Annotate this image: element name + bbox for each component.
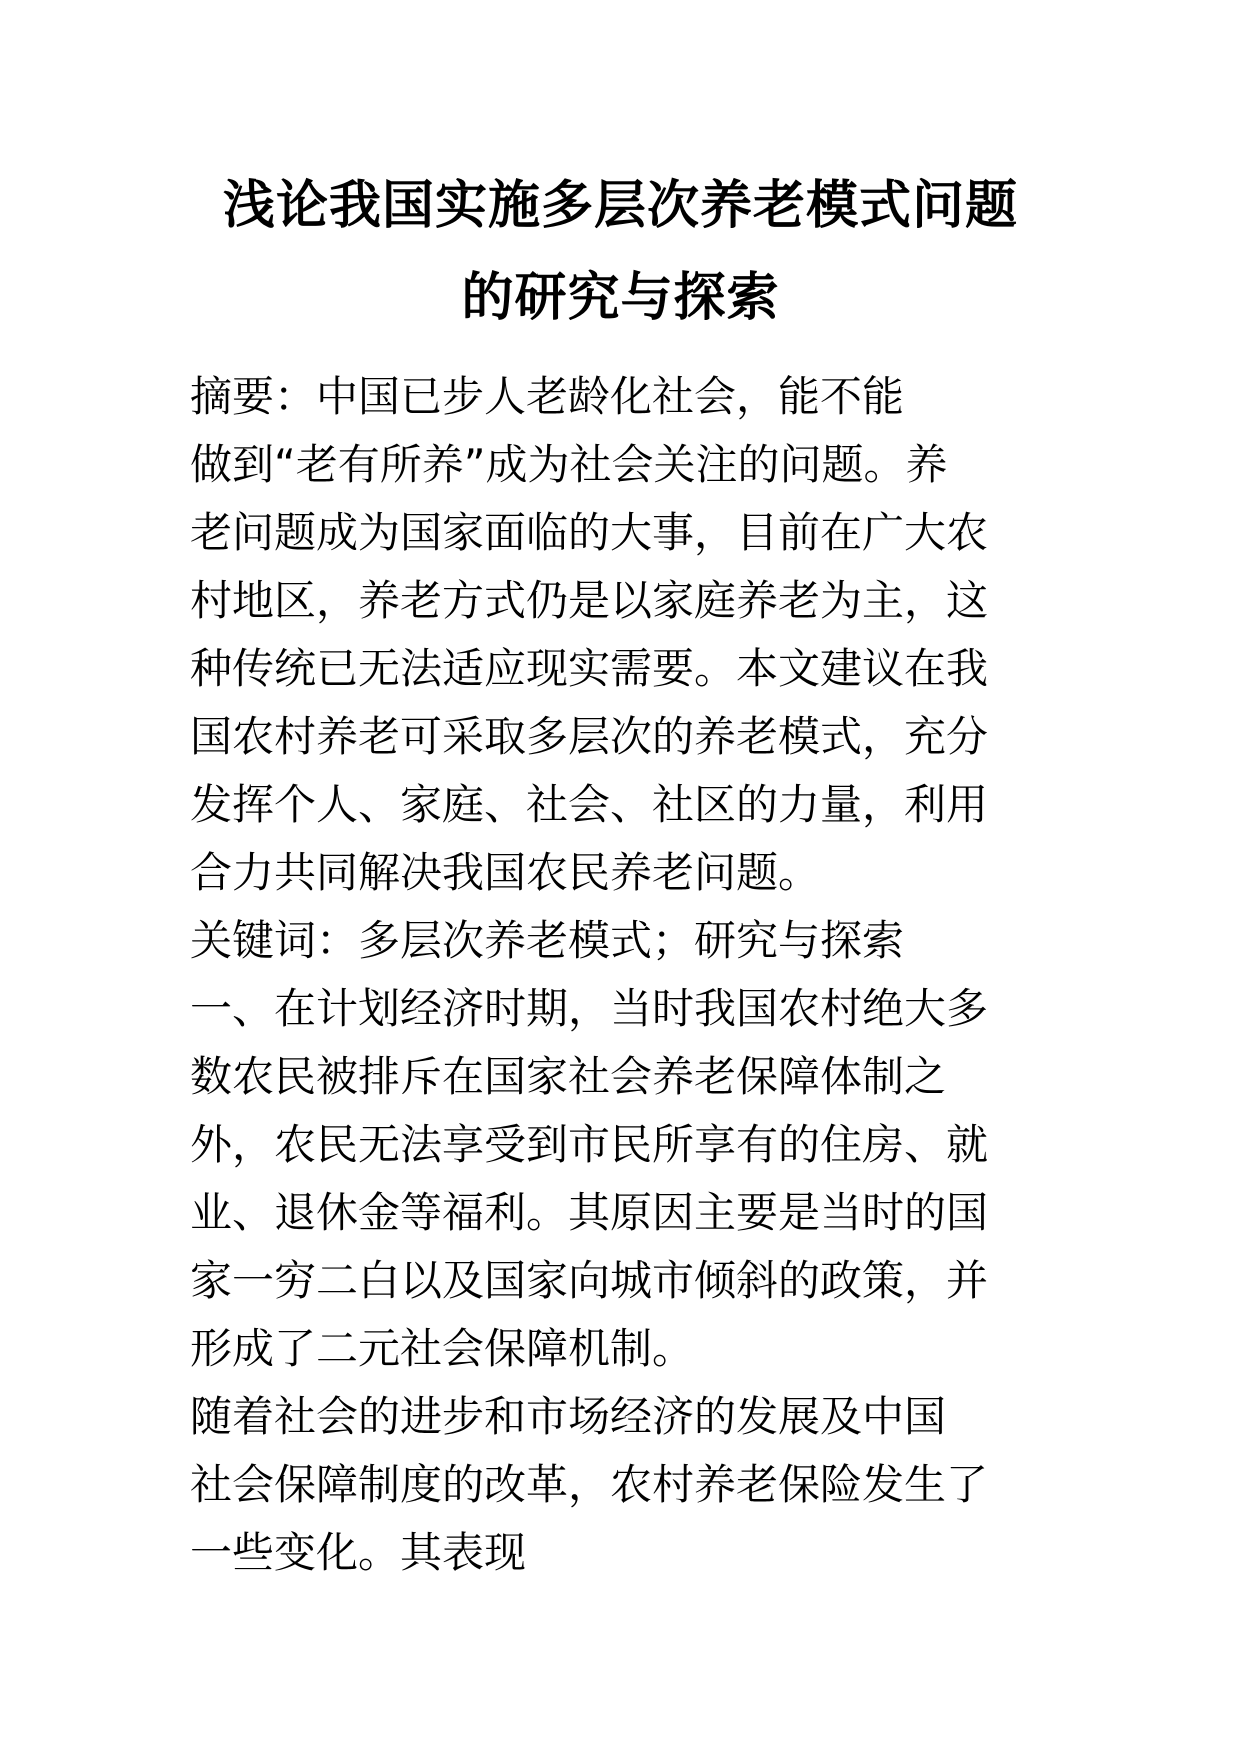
paragraph-line-1: 随着社会的进步和市场经济的发展及中国 — [190, 1392, 947, 1441]
section-one-line-4: 业、退休金等福利。其原因主要是当时的国 — [190, 1188, 989, 1237]
section-one-line-5: 家一穷二白以及国家向城市倾斜的政策，并 — [190, 1256, 989, 1305]
keywords-line: 关键词：多层次养老模式；研究与探索 — [190, 916, 905, 965]
paragraph-line-2: 社会保障制度的改革，农村养老保险发生了 — [190, 1460, 989, 1509]
section-one-line-6: 形成了二元社会保障机制。 — [190, 1324, 695, 1373]
document-title-line-2: 的研究与探索 — [461, 267, 780, 328]
abstract-line-1: 摘要：中国已步人老龄化社会，能不能 — [190, 372, 905, 421]
abstract-line-4: 村地区，养老方式仍是以家庭养老为主，这 — [190, 576, 989, 625]
abstract-line-8: 合力共同解决我国农民养老问题。 — [190, 848, 821, 897]
abstract-line-5: 种传统已无法适应现实需要。本文建议在我 — [190, 644, 989, 693]
abstract-line-7: 发挥个人、家庭、社会、社区的力量，利用 — [190, 780, 989, 829]
abstract-line-2: 做到“老有所养”成为社会关注的问题。养 — [190, 440, 948, 489]
section-one-line-2: 数农民被排斥在国家社会养老保障体制之 — [190, 1052, 947, 1101]
abstract-line-3: 老问题成为国家面临的大事，目前在广大农 — [190, 508, 989, 557]
section-one-line-3: 外，农民无法享受到市民所享有的住房、就 — [190, 1120, 989, 1169]
document-title-line-1: 浅论我国实施多层次养老模式问题 — [222, 175, 1018, 236]
abstract-line-6: 国农村养老可采取多层次的养老模式，充分 — [190, 712, 989, 761]
section-one-line-1: 一、在计划经济时期，当时我国农村绝大多 — [190, 984, 989, 1033]
paragraph-line-3: 一些变化。其表现 — [190, 1528, 527, 1577]
